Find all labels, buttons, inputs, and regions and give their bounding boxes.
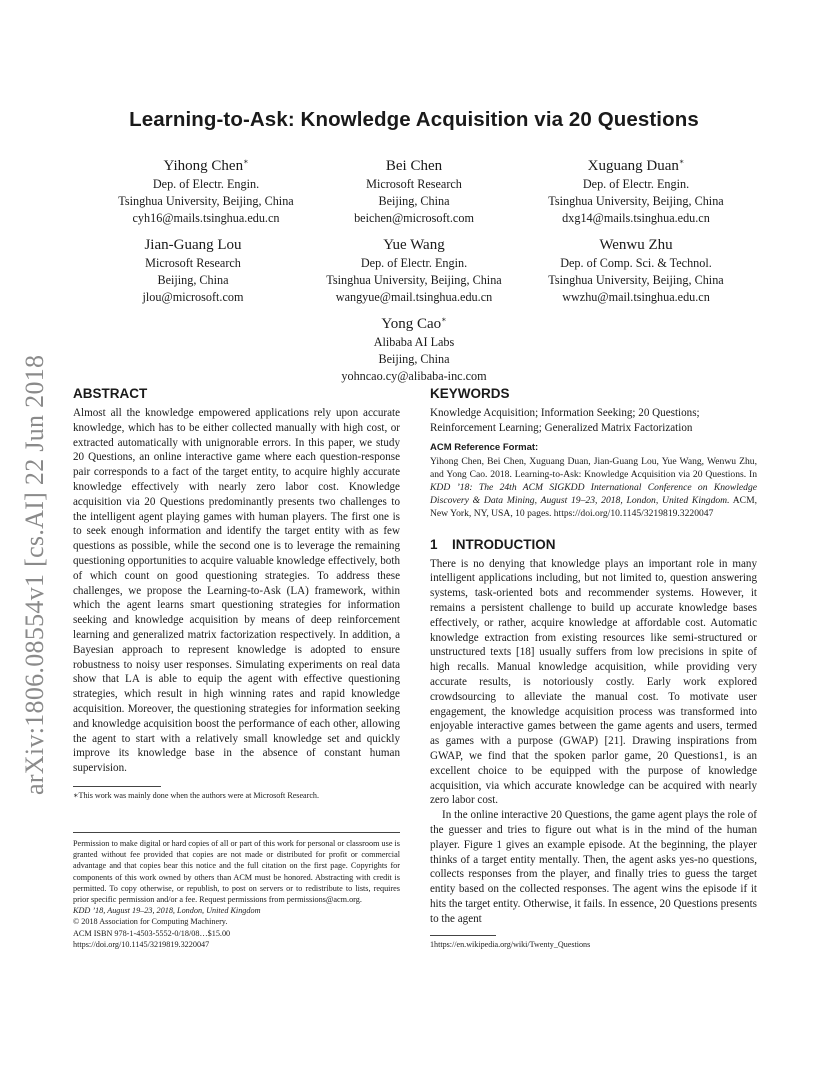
author-footnote: ∗This work was mainly done when the authors were at Microsoft Research. <box>73 790 319 800</box>
author-affiliation: Dep. of Electr. Engin. <box>360 256 468 270</box>
author-email: jlou@microsoft.com <box>142 289 244 304</box>
author-email: beichen@microsoft.com <box>354 210 474 225</box>
author-name: Bei Chen <box>385 158 443 174</box>
author-email: yohncao.cy@alibaba-inc.com <box>341 368 487 383</box>
url-footnote[interactable]: 1https://en.wikipedia.org/wiki/Twenty_Questions <box>430 939 591 949</box>
author-affiliation: Tsinghua University, Beijing, China <box>326 272 502 287</box>
author-affiliation: Tsinghua University, Beijing, China <box>548 193 724 208</box>
author-name: Yue Wang <box>383 237 445 253</box>
keywords-text: Knowledge Acquisition; Information Seeking; 20 Questions; Reinforcement Learning; Generalized Matrix Factorization <box>430 407 700 434</box>
abstract-heading: ABSTRACT <box>73 386 148 401</box>
author-email: cyh16@mails.tsinghua.edu.cn <box>132 210 280 225</box>
acm-reference-heading: ACM Reference Format: <box>430 441 539 453</box>
author-block <box>73 231 313 305</box>
author-affiliation: Beijing, China <box>157 272 229 287</box>
author-affiliation: Tsinghua University, Beijing, China <box>118 193 294 208</box>
isbn-line: ACM ISBN 978-1-4503-5552-0/18/08…$15.00 <box>73 928 231 938</box>
conference-venue: KDD ’18, August 19–23, 2018, London, United Kingdom <box>73 906 261 916</box>
author-name: Yong Cao∗ <box>381 315 447 332</box>
keywords-heading: KEYWORDS <box>430 386 510 401</box>
author-affiliation: Dep. of Electr. Engin. <box>582 177 690 191</box>
author-affiliation: Dep. of Electr. Engin. <box>152 177 260 191</box>
author-name: Wenwu Zhu <box>599 237 673 253</box>
arxiv-identifier[interactable]: arXiv:1806.08554v1 [cs.AI] 22 Jun 2018 <box>20 354 49 795</box>
author-affiliation: Alibaba AI Labs <box>373 335 455 349</box>
footnote-divider <box>73 786 161 787</box>
introduction-paragraph: In the online interactive 20 Questions, the game agent plays the role of the guesser and tries to figure out what is in the mind of the human player. Figure 1 gives an example episode. At the beginning, the player thinks of a target entity mentally. Then, the agent asks yes-no questions, collects responses from the player, and finally tries to guess the target entity based on the collected responses. The agent wins the episode if it hits the target entity. Otherwise, it fails. In essence, 20 Questions presents to the agent <box>430 809 757 925</box>
author-affiliation: Microsoft Research <box>366 177 462 191</box>
introduction-paragraph: There is no denying that knowledge plays an important role in many intelligent applications including, but not limited to, question answering systems, task-oriented bots and recommender systems. However, it remains a persistent challenge to build up accurate knowledge bases effectively, or rather, acquire knowledge at affordable cost. Automatic knowledge extraction from existing resources like semi-structured or unstructured texts [18] usually suffers from low precisions in spite of high recalls. Manual knowledge acquisition, while providing very accurate results, is notoriously costly. Early work explored crowdsourcing to alleviate the manual cost. To motivate user engagement, the knowledge acquisition process was transformed into enjoyable interactive games between the game agents and users, termed as games with a purpose (GWAP) [21]. Drawing inspirations from GWAP, we find that the spoken parlor game, 20 Questions1, is an excellent choice to be equipped with the purpose of knowledge acquisition, via which accurate knowledge can be acquired with nearly zero labor cost. <box>430 557 757 807</box>
author-block <box>294 231 534 305</box>
author-name: Jian-Guang Lou <box>144 237 242 253</box>
doi-link[interactable]: https://doi.org/10.1145/3219819.3220047 <box>73 939 210 949</box>
permission-block <box>73 832 400 950</box>
author-affiliation: Tsinghua University, Beijing, China <box>548 272 724 287</box>
author-email: dxg14@mails.tsinghua.edu.cn <box>562 210 710 225</box>
copyright-line: © 2018 Association for Computing Machinery. <box>73 917 228 927</box>
acm-reference-text: Yihong Chen, Bei Chen, Xuguang Duan, Jian-Guang Lou, Yue Wang, Wenwu Zhu, and Yong Cao. 2018. Learning-to-Ask: Knowledge Acquisition via 20 Questions. In KDD ’18: The 24th ACM SIGKDD International Conference on Knowledge Discovery & Data Mining, August 19–23, 2018, London, United Kingdom. ACM, New York, NY, USA, 10 pages. https://doi.org/10.1145/3219819.3220047 <box>430 455 758 520</box>
author-email: wwzhu@mail.tsinghua.edu.cn <box>562 289 710 304</box>
author-name: Xuguang Duan∗ <box>587 157 685 174</box>
paper-title: Learning-to-Ask: Knowledge Acquisition via 20 Questions <box>129 108 699 131</box>
right-column <box>430 386 757 950</box>
author-name: Yihong Chen∗ <box>163 157 249 174</box>
author-affiliation: Beijing, China <box>378 193 450 208</box>
permission-notice: Permission to make digital or hard copies of all or part of this work for personal or classroom use is granted without fee provided that copies are not made or distributed for profit or commercial advantage and that copies bear this notice and the full citation on the first page. Copyrights for components of this work owned by others than ACM must be honored. Abstracting with credit is permitted. To copy otherwise, or republish, to post on servers or to redistribute to lists, requires prior specific permission and/or a fee. Request permissions from permissions@acm.org. <box>73 839 400 905</box>
introduction-heading: 1 INTRODUCTION <box>430 536 556 552</box>
left-column <box>73 386 400 801</box>
author-block <box>294 152 534 226</box>
author-email: wangyue@mail.tsinghua.edu.cn <box>335 289 493 304</box>
footnote-divider <box>430 935 496 936</box>
author-block <box>516 152 756 226</box>
author-block <box>294 310 534 384</box>
author-affiliation: Dep. of Comp. Sci. & Technol. <box>560 256 712 270</box>
author-block <box>516 231 756 305</box>
author-block <box>86 152 326 226</box>
author-affiliation: Beijing, China <box>378 351 450 366</box>
author-affiliation: Microsoft Research <box>145 256 241 270</box>
abstract-text: Almost all the knowledge empowered applications rely upon accurate knowledge, which has to be either collected manually with high cost, or extracted automatically with unignorable errors. In this paper, we study 20 Questions, an online interactive game where each question-response pair corresponds to a fact of the target entity, to acquire highly accurate knowledge effectively with nearly zero labor cost. Knowledge acquisition via 20 Questions predominantly presents two challenges to the intelligent agent playing games with human players. The first one is to seek enough information and identify the target entity with as few questions as possible, while the second one is to leverage the remaining questioning opportunities to acquire valuable knowledge effectively, both of which count on good questioning strategies. To address these challenges, we propose the Learning-to-Ask (LA) framework, within which the agent learns smart questioning strategies for information seeking and knowledge acquisition by means of deep reinforcement learning and generalized matrix factorization respectively. In addition, a Bayesian approach to represent knowledge is adopted to ensure robustness to noisy user responses. Simulating experiments on real data show that LA is able to equip the agent with effective questioning strategies, which result in high winning rates and rapid knowledge acquisition. Moreover, the questioning strategies for information seeking and knowledge acquisition boost the performance of each other, allowing the agent to start with a relatively small knowledge set and quickly improve its knowledge base in the absence of constant human supervision. <box>73 407 400 775</box>
permission-divider <box>73 832 400 833</box>
